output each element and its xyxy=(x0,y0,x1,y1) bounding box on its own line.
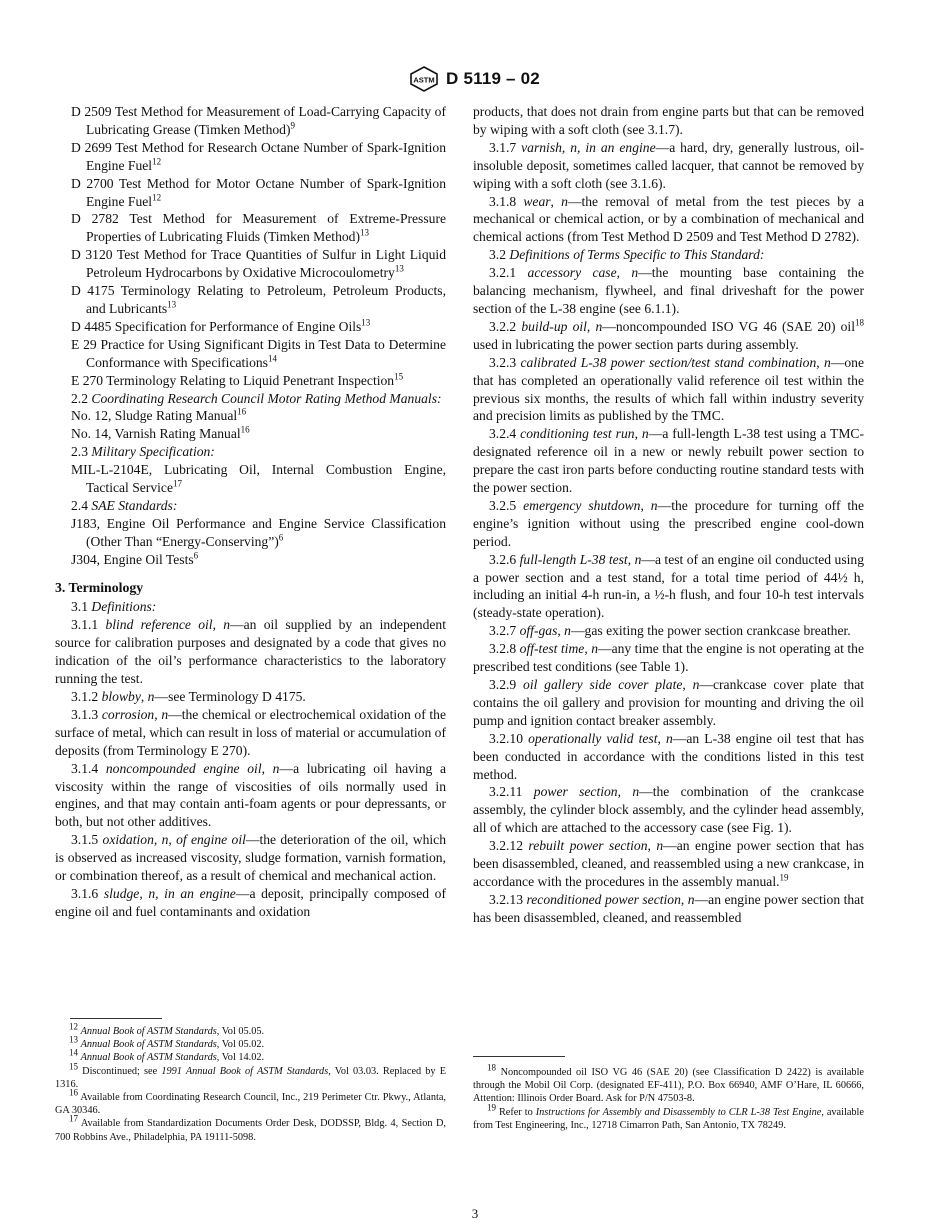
footnote-ref: 16 xyxy=(237,406,247,417)
text-run: D 4485 Specification for Performance of Engine Oils xyxy=(71,318,362,334)
text-run: 3.2.6 xyxy=(489,551,520,567)
italic-term: n xyxy=(591,641,598,657)
text-run: 3.1.5 xyxy=(71,832,103,848)
italic-term: oxidation, n, of engine oil xyxy=(102,832,246,848)
paragraph xyxy=(473,139,864,193)
page-number: 3 xyxy=(471,1206,479,1221)
text-run: —the chemical or electrochemical oxidation of the surface of metal, which can result in loss of material or accumulation of deposits (from Terminology E 270). xyxy=(55,706,447,758)
reference-entry xyxy=(55,461,446,497)
text-run: Noncompounded oil ISO VG 46 (SAE 20) (see Classification D 2422) is available through the Mobil Oil Corp. (designated EF-411), P.O. Box 66940, AMF O’Hare, IL 60666, Attention: Illinois Order Board. Ask for P/N 47503-8. xyxy=(473,1067,864,1105)
text-run: Available from Coordinating Research Council, Inc., 219 Perimeter Ctr. Pkwy., Atlanta, GA 30346. xyxy=(55,1092,446,1117)
text-run: products, that does not drain from engine parts but that can be removed by wiping with a soft cloth (see 3.1.7). xyxy=(473,104,864,137)
reference-entry xyxy=(55,246,446,282)
text-run: , xyxy=(557,623,565,639)
text-run: 3.2.7 xyxy=(489,623,520,639)
reference-entry xyxy=(55,318,446,336)
footnote xyxy=(473,1102,864,1132)
italic-term: n xyxy=(687,891,695,907)
text-run: —a deposit, principally composed of engine oil and fuel contaminants and oxidation xyxy=(55,885,446,919)
text-run: 3.2.1 xyxy=(489,265,528,281)
italic-term: n xyxy=(595,318,603,334)
italic-term: n xyxy=(564,623,571,639)
text-run: 3.1.4 xyxy=(71,760,106,776)
text-run: 3.2.9 xyxy=(489,677,524,692)
italic-term: n xyxy=(665,730,673,746)
text-run: 3.2.11 xyxy=(489,784,534,800)
footnote xyxy=(55,1114,446,1143)
reference-entry xyxy=(55,407,446,425)
text-run: , xyxy=(616,265,632,281)
text-run: —the combination of the crankcase assembly, the cylinder block assembly, and the cylinder head assembly, all of which are attached to the accessory case (see Fig. 1). xyxy=(473,784,865,836)
footnote-ref: 17 xyxy=(69,1114,78,1124)
reference-entry xyxy=(55,282,446,318)
italic-term: build-up oil xyxy=(521,318,587,334)
italic-term: SAE Standards: xyxy=(91,497,178,513)
paragraph xyxy=(55,831,446,885)
text-run: , xyxy=(682,677,693,692)
italic-term: n xyxy=(823,354,831,370)
footnote-ref: 15 xyxy=(394,371,404,382)
text-run: used in lubricating the power section parts during assembly. xyxy=(473,336,799,352)
text-run: , xyxy=(657,730,666,746)
footnote-ref: 19 xyxy=(487,1102,496,1113)
text-run: , xyxy=(586,318,596,334)
reference-entry xyxy=(55,336,446,372)
paragraph xyxy=(473,425,864,497)
text-run: —the procedure for turning off the engine’s ignition without using the prescribed engine cool-down period. xyxy=(473,497,864,549)
text-run: E 29 Practice for Using Significant Digits in Test Data to Determine Conformance with Specifications xyxy=(71,336,446,370)
paragraph xyxy=(473,837,864,891)
paragraph xyxy=(473,551,864,623)
paragraph xyxy=(473,640,864,676)
italic-term: Annual Book of ASTM Standards xyxy=(80,1052,217,1064)
footnote-ref: 13 xyxy=(69,1034,78,1045)
italic-term: wear xyxy=(523,193,551,209)
italic-term: n xyxy=(641,426,649,442)
text-run: , xyxy=(640,497,651,513)
text-run: , xyxy=(140,689,148,704)
text-run: 3.1.7 xyxy=(489,139,522,155)
paragraph xyxy=(55,688,446,706)
italic-term: rebuilt power section xyxy=(528,838,648,854)
text-run: J183, Engine Oil Performance and Engine Service Classification (Other Than “Energy-Conserving”) xyxy=(71,515,446,549)
footnote xyxy=(55,1021,446,1038)
footnote-ref: 6 xyxy=(278,532,284,543)
text-run: 3.2.5 xyxy=(489,497,524,513)
paragraph xyxy=(473,891,864,927)
italic-term: n xyxy=(631,265,639,281)
paragraph xyxy=(55,760,446,832)
text-run: , available from Test Engineering, Inc., 12718 Cimarron Path, San Antonio, TX 78249. xyxy=(473,1106,864,1131)
paragraph xyxy=(473,354,864,426)
text-run: —any time that the engine is not operating at the prescribed test conditions (see Table 1). xyxy=(473,641,865,675)
italic-term: n xyxy=(692,677,700,692)
italic-term: Military Specification: xyxy=(91,444,215,460)
paragraph xyxy=(473,246,864,264)
text-run: D 2699 Test Method for Research Octane Number of Spark-Ignition Engine Fuel xyxy=(71,139,446,173)
left-column xyxy=(55,103,446,921)
text-run: D 3120 Test Method for Trace Quantities of Sulfur in Light Liquid Petroleum Hydrocarbons by Oxidative Microcoulometry xyxy=(71,247,446,281)
italic-term: calibrated L-38 power section/test stand combination xyxy=(520,354,817,370)
text-run: 2.4 xyxy=(71,497,92,513)
italic-term: blind reference oil xyxy=(105,617,213,633)
italic-term: Annual Book of ASTM Standards xyxy=(80,1039,217,1051)
text-run: —a full-length L-38 test using a TMC-designated reference oil in a new or newly rebuilt power section to prepare the cast iron parts before conducting routine standard tests with the power section. xyxy=(473,426,865,496)
text-run: , Vol 05.05. xyxy=(216,1026,265,1037)
italic-term: conditioning test run xyxy=(520,426,635,442)
italic-term: Instructions for Assembly and Disassembly to CLR L-38 Test Engine xyxy=(535,1106,822,1118)
text-run: , xyxy=(634,426,642,442)
paragraph xyxy=(473,783,864,837)
reference-entry xyxy=(55,139,446,175)
paragraph xyxy=(55,616,446,688)
text-run: —noncompounded ISO VG 46 (SAE 20) oil xyxy=(602,318,855,334)
italic-term: corrosion xyxy=(101,706,155,722)
footnote xyxy=(55,1087,446,1117)
text-run: 3.2.8 xyxy=(489,641,520,657)
footnote-ref: 12 xyxy=(69,1021,78,1032)
text-run: —an oil supplied by an independent source for calibration purposes and designated by a code that gives no indication of the oil’s performance characteristics to the laboratory running the test. xyxy=(55,617,447,687)
italic-term: Coordinating Research Council Motor Rating Method Manuals: xyxy=(91,390,442,406)
footnote-ref: 13 xyxy=(360,227,369,238)
text-run: , xyxy=(617,784,633,800)
text-run: MIL-L-2104E, Lubricating Oil, Internal Combustion Engine, Tactical Service xyxy=(71,462,446,496)
italic-term: full-length L-38 test xyxy=(519,551,628,567)
astm-logo-icon xyxy=(410,66,438,92)
footnote-ref: 14 xyxy=(69,1047,78,1058)
footnote-ref: 18 xyxy=(487,1062,496,1073)
text-run: 3.1.2 xyxy=(71,689,102,704)
paragraph xyxy=(473,676,864,730)
reference-entry xyxy=(55,103,446,139)
text-run: , xyxy=(627,551,635,567)
reference-entry xyxy=(55,372,446,390)
italic-term: power section xyxy=(533,784,618,800)
italic-term: varnish, n, in an engine xyxy=(521,139,656,155)
paragraph xyxy=(55,706,446,760)
text-run: —a hard, dry, generally lustrous, oil-insoluble deposit, sometimes called lacquer, that cannot be removed by wiping with a soft cloth (see 3.1.6). xyxy=(473,139,864,191)
footnote-ref: 16 xyxy=(240,424,250,435)
footnote-divider-left xyxy=(70,1018,162,1019)
paragraph xyxy=(55,598,446,616)
text-run: 3.1.3 xyxy=(71,706,102,722)
paragraph xyxy=(473,318,864,354)
italic-term: n xyxy=(223,617,231,633)
footnotes-right xyxy=(473,1062,864,1132)
italic-term: noncompounded engine oil xyxy=(105,760,262,776)
reference-entry xyxy=(55,551,446,569)
text-run: —an L-38 engine oil test that has been conducted in accordance with the conditions listed in this test method. xyxy=(473,730,864,782)
footnote xyxy=(55,1061,447,1091)
text-run: J304, Engine Oil Tests xyxy=(71,551,194,567)
text-run: —see Terminology D 4175. xyxy=(154,689,306,704)
footnotes-left xyxy=(55,1021,447,1144)
text-run: 3.2.10 xyxy=(489,730,529,746)
paragraph xyxy=(473,730,864,784)
italic-term: oil gallery side cover plate xyxy=(523,677,683,692)
text-run: —crankcase cover plate that contains the oil gallery and provision for mounting and driving the oil pump and ignition contact breaker assembly. xyxy=(473,677,865,728)
italic-term: Definitions: xyxy=(91,599,157,615)
text-run: Available from Standardization Documents Order Desk, DODSSP, Bldg. 4, Section D, 700 Robbins Ave., Philadelphia, PA 19111-5098. xyxy=(55,1118,446,1143)
text-run: 3.2.3 xyxy=(489,354,521,370)
text-run: , xyxy=(680,891,688,907)
text-run: No. 14, Varnish Rating Manual xyxy=(71,426,241,442)
text-run: 3.1.8 xyxy=(489,193,524,209)
paragraph xyxy=(473,622,864,640)
footnote-ref: 15 xyxy=(69,1061,78,1072)
footnote xyxy=(55,1047,446,1064)
svg-text:ASTM: ASTM xyxy=(413,75,435,85)
italic-term: n xyxy=(632,784,640,800)
text-run: , xyxy=(647,838,657,854)
paragraph xyxy=(55,443,446,461)
italic-term: operationally valid test xyxy=(528,730,658,746)
text-run: , Vol 05.02. xyxy=(216,1039,265,1051)
italic-term: n xyxy=(656,838,664,854)
text-run: , xyxy=(550,193,562,209)
reference-entry xyxy=(55,175,446,211)
text-run: No. 12, Sludge Rating Manual xyxy=(71,408,238,424)
italic-term: reconditioned power section xyxy=(526,891,681,907)
footnote-ref: 13 xyxy=(361,317,371,328)
footnote-ref: 12 xyxy=(152,192,162,202)
footnote-ref: 16 xyxy=(69,1087,78,1098)
text-run: D 4175 Terminology Relating to Petroleum, Petroleum Products, and Lubricants xyxy=(71,283,446,316)
text-run: —the removal of metal from the test pieces by a mechanical or chemical action, or by a combination of mechanical and chemical actions (from Test Method D 2509 and Test Method D 2782). xyxy=(473,193,865,245)
footnote xyxy=(473,1062,864,1106)
paragraph xyxy=(473,264,864,318)
text-run: 3.2 xyxy=(489,247,510,263)
footnote-divider-right xyxy=(473,1056,565,1057)
text-run: —gas exiting the power section crankcase breather. xyxy=(570,623,851,639)
text-run: —the mounting base containing the balancing mechanism, flywheel, and final driveshaft for the power section of the L-38 engine (see 6.1.1). xyxy=(473,265,864,316)
text-run: —an engine power section that has been disassembled, cleaned, and reassembled using a new crankcase, in accordance with the procedures in the assembly manual. xyxy=(473,838,864,889)
footnote-ref: 18 xyxy=(854,317,864,328)
italic-term: Definitions of Terms Specific to This Standard: xyxy=(509,247,765,263)
text-run: Refer to xyxy=(496,1106,536,1118)
footnote-ref: 13 xyxy=(394,263,404,274)
page-header xyxy=(0,66,950,92)
italic-term: n xyxy=(272,760,280,776)
footnote-ref: 13 xyxy=(167,299,177,310)
italic-term: n xyxy=(147,689,155,704)
italic-term: off-test time xyxy=(519,641,585,657)
italic-term: n xyxy=(561,193,568,209)
text-run: —one that has completed an operationally valid reference oil test within the previous six months, the results of which fall within industry severity and precision limits as published by the TMC. xyxy=(473,354,864,424)
paragraph xyxy=(55,497,446,515)
paragraph xyxy=(55,885,446,921)
text-run: , Vol 14.02. xyxy=(216,1052,265,1064)
italic-term: emergency shutdown xyxy=(523,497,641,513)
italic-term: blowby xyxy=(101,689,141,704)
text-run: , Vol 03.03. Replaced by E 1316. xyxy=(55,1065,447,1090)
reference-entry xyxy=(55,210,446,246)
footnote-ref: 14 xyxy=(267,353,277,364)
standard-designation: D 5119 – 02 xyxy=(446,69,540,88)
paragraph xyxy=(55,390,446,408)
reference-entry xyxy=(55,515,446,551)
text-run: 3.1 xyxy=(71,599,92,615)
footnote-ref: 19 xyxy=(779,872,789,883)
italic-term: n xyxy=(650,497,658,513)
text-run: , xyxy=(261,760,273,776)
text-run: —the deterioration of the oil, which is observed as increased viscosity, sludge formation, varnish formation, or combination thereof, as a result of chemical and mechanical action. xyxy=(55,832,446,884)
italic-term: accessory case xyxy=(527,265,617,281)
right-column xyxy=(473,103,864,927)
footnote-ref: 12 xyxy=(152,156,162,167)
text-run: 3.2.4 xyxy=(489,426,521,442)
text-run: 3.2.12 xyxy=(489,838,529,854)
text-run: E 270 Terminology Relating to Liquid Penetrant Inspection xyxy=(71,372,395,388)
text-run: 2.2 xyxy=(71,390,92,406)
footnote-ref: 17 xyxy=(172,478,182,489)
text-run: Discontinued; see xyxy=(78,1065,162,1077)
paragraph xyxy=(473,497,864,551)
text-run: 3.2.2 xyxy=(489,318,522,334)
text-run: 3.1.6 xyxy=(71,885,104,901)
text-run: D 2700 Test Method for Motor Octane Number of Spark-Ignition Engine Fuel xyxy=(71,175,446,209)
text-run: 3. Terminology xyxy=(55,579,144,595)
text-run: , xyxy=(154,706,162,722)
italic-term: n xyxy=(634,551,642,567)
paragraph xyxy=(473,193,864,247)
paragraph xyxy=(473,103,864,139)
text-run: 2.3 xyxy=(71,444,92,460)
section-heading xyxy=(55,579,446,597)
text-run: , xyxy=(816,354,824,370)
italic-term: off-gas xyxy=(519,623,558,639)
text-run: , xyxy=(584,641,592,657)
reference-entry xyxy=(55,425,446,443)
text-run: —a test of an engine oil conducted using a power section and a test stand, for a total time period of 44½ h, including an initial 4-h run-in, a ½-h flush, and four 10-h test intervals (steady-state operation). xyxy=(473,551,864,621)
text-run: D 2509 Test Method for Measurement of Load-Carrying Capacity of Lubricating Grease (Timken Method) xyxy=(71,104,446,137)
text-run: 3.1.1 xyxy=(71,617,106,633)
text-run: D 2782 Test Method for Measurement of Extreme-Pressure Properties of Lubricating Fluids (Timken Method) xyxy=(71,211,446,245)
footnote-ref: 6 xyxy=(193,550,199,561)
text-run: 3.2.13 xyxy=(489,891,527,907)
text-run: , xyxy=(212,617,224,633)
footnote-ref: 9 xyxy=(290,120,295,131)
italic-term: n xyxy=(161,706,169,722)
footnote xyxy=(55,1034,446,1051)
text-run: —an engine power section that has been disassembled, cleaned, and reassembled xyxy=(473,891,864,925)
italic-term: sludge, n, in an engine xyxy=(103,885,236,901)
italic-term: 1991 Annual Book of ASTM Standards xyxy=(161,1065,329,1077)
text-run: —a lubricating oil having a viscosity within the range of viscosities of oils normally used in engines, and that may contain anti-foam agents or pour depressants, or both, but not other additives. xyxy=(55,760,446,830)
italic-term: Annual Book of ASTM Standards xyxy=(80,1026,217,1037)
